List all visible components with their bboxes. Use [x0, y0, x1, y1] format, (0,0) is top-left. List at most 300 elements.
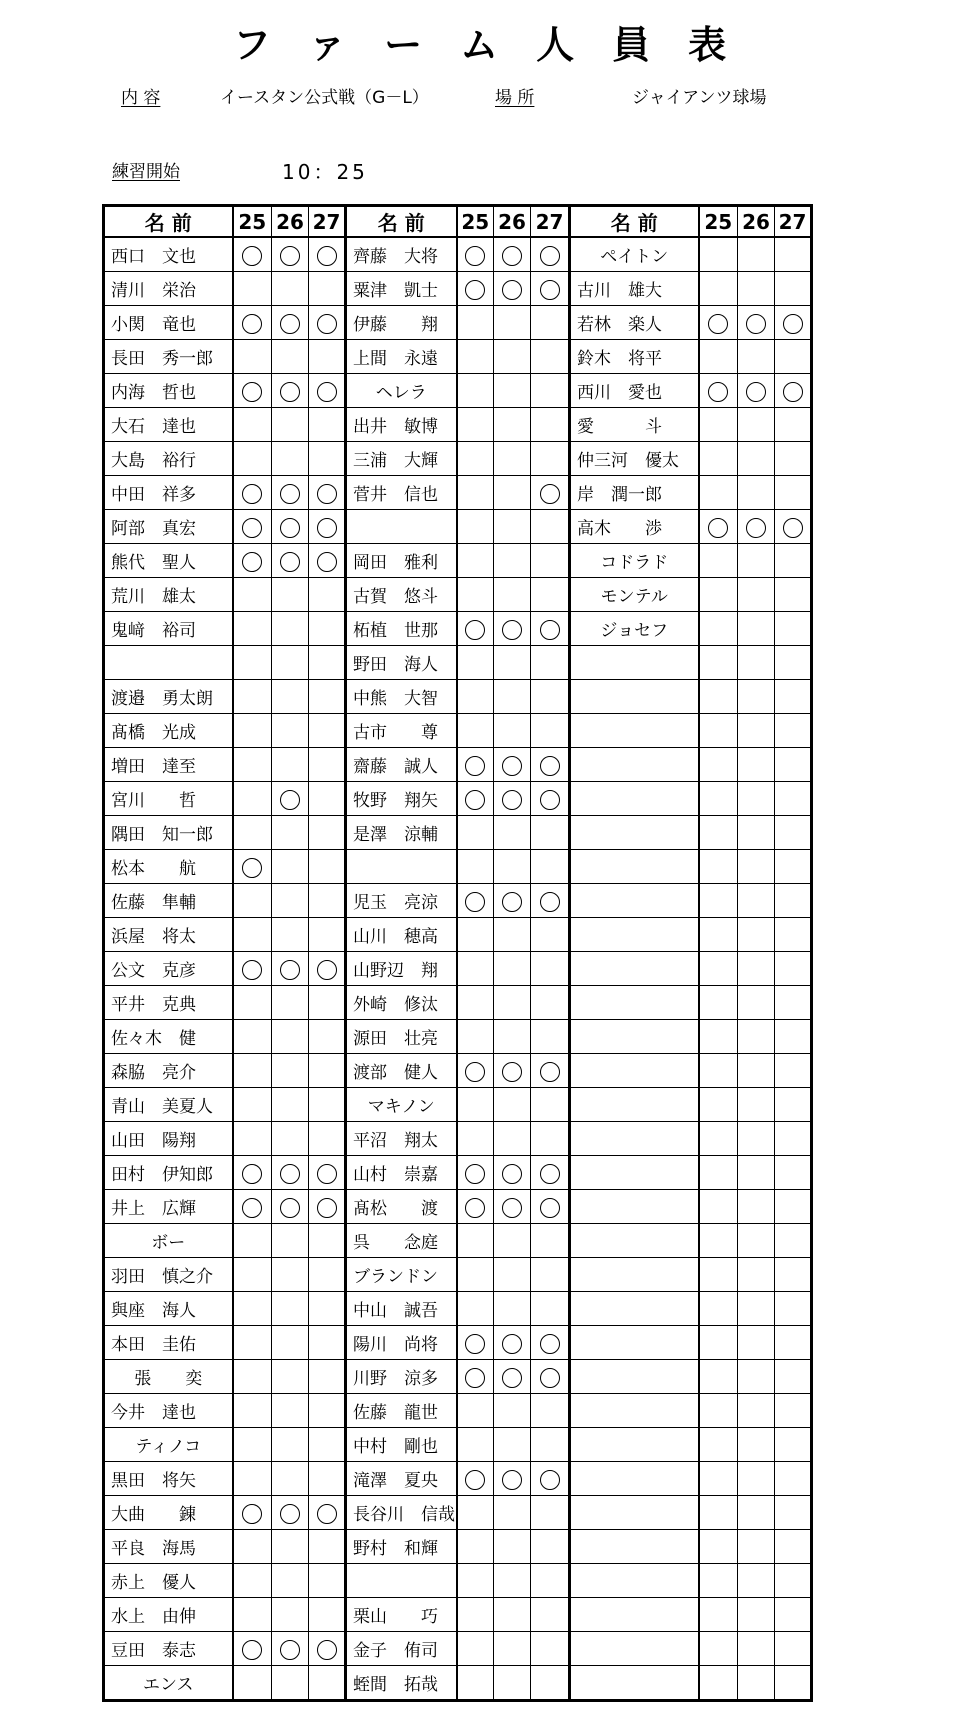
player-name	[104, 646, 233, 680]
attendance-circle-icon	[540, 1164, 560, 1184]
attendance-cell	[775, 1020, 812, 1054]
attendance-cell	[309, 952, 346, 986]
player-name: 平沼 翔太	[346, 1122, 457, 1156]
player-name: 公文 克彦	[104, 952, 233, 986]
player-name: 粟津 凱士	[346, 272, 457, 306]
attendance-cell	[738, 340, 775, 374]
attendance-cell	[233, 952, 272, 986]
attendance-cell	[457, 544, 494, 578]
attendance-circle-icon	[280, 1640, 300, 1660]
attendance-cell	[457, 850, 494, 884]
attendance-cell	[699, 340, 738, 374]
attendance-circle-icon	[540, 1198, 560, 1218]
table-row	[104, 680, 812, 714]
attendance-circle-icon	[746, 314, 766, 334]
attendance-cell	[699, 986, 738, 1020]
table-row	[104, 1598, 812, 1632]
attendance-cell	[494, 612, 531, 646]
attendance-cell	[272, 1564, 309, 1598]
attendance-cell	[272, 306, 309, 340]
attendance-cell	[775, 476, 812, 510]
player-name: 古市 尊	[346, 714, 457, 748]
player-name	[570, 1258, 699, 1292]
player-name: ジョセフ	[570, 612, 699, 646]
player-name: 川野 涼多	[346, 1360, 457, 1394]
day-header: 27	[531, 206, 570, 238]
player-name: 今井 達也	[104, 1394, 233, 1428]
attendance-cell	[309, 1666, 346, 1701]
player-name: 張 奕	[104, 1360, 233, 1394]
attendance-cell	[457, 1632, 494, 1666]
attendance-cell	[699, 646, 738, 680]
attendance-circle-icon	[280, 246, 300, 266]
attendance-circle-icon	[465, 790, 485, 810]
attendance-cell	[775, 578, 812, 612]
day-header: 25	[233, 206, 272, 238]
attendance-cell	[775, 918, 812, 952]
roster-table	[102, 204, 813, 1702]
attendance-circle-icon	[280, 518, 300, 538]
attendance-cell	[457, 578, 494, 612]
attendance-cell	[738, 1020, 775, 1054]
attendance-circle-icon	[708, 314, 728, 334]
attendance-cell	[775, 646, 812, 680]
attendance-cell	[457, 1530, 494, 1564]
attendance-circle-icon	[540, 1334, 560, 1354]
attendance-cell	[309, 306, 346, 340]
attendance-circle-icon	[465, 892, 485, 912]
attendance-circle-icon	[540, 892, 560, 912]
table-row	[104, 578, 812, 612]
attendance-cell	[233, 986, 272, 1020]
attendance-circle-icon	[502, 756, 522, 776]
attendance-cell	[531, 1496, 570, 1530]
player-name: 長谷川 信哉	[346, 1496, 457, 1530]
player-name	[570, 1666, 699, 1701]
player-name: 水上 由伸	[104, 1598, 233, 1632]
attendance-cell	[531, 782, 570, 816]
player-name: 栗山 巧	[346, 1598, 457, 1632]
attendance-cell	[233, 612, 272, 646]
attendance-cell	[738, 1462, 775, 1496]
attendance-cell	[775, 306, 812, 340]
attendance-cell	[233, 408, 272, 442]
player-name: 野村 和輝	[346, 1530, 457, 1564]
attendance-cell	[775, 884, 812, 918]
attendance-circle-icon	[783, 314, 803, 334]
table-row	[104, 1156, 812, 1190]
attendance-cell	[457, 237, 494, 272]
player-name	[570, 1020, 699, 1054]
attendance-cell	[457, 1462, 494, 1496]
attendance-cell	[738, 544, 775, 578]
table-row	[104, 714, 812, 748]
attendance-cell	[738, 1564, 775, 1598]
attendance-cell	[775, 1122, 812, 1156]
attendance-cell	[233, 680, 272, 714]
attendance-circle-icon	[317, 960, 337, 980]
player-name	[570, 1360, 699, 1394]
attendance-cell	[531, 1394, 570, 1428]
attendance-cell	[775, 1530, 812, 1564]
player-name	[570, 1088, 699, 1122]
attendance-cell	[531, 442, 570, 476]
attendance-cell	[309, 1394, 346, 1428]
player-name: 渡部 健人	[346, 1054, 457, 1088]
attendance-cell	[699, 544, 738, 578]
attendance-cell	[699, 374, 738, 408]
player-name: 野田 海人	[346, 646, 457, 680]
attendance-cell	[457, 646, 494, 680]
attendance-cell	[494, 306, 531, 340]
attendance-circle-icon	[502, 620, 522, 640]
attendance-cell	[309, 1088, 346, 1122]
player-name: 大曲 錬	[104, 1496, 233, 1530]
attendance-cell	[738, 1394, 775, 1428]
attendance-cell	[531, 1054, 570, 1088]
table-row	[104, 1292, 812, 1326]
attendance-cell	[233, 1292, 272, 1326]
attendance-cell	[531, 646, 570, 680]
player-name: 山村 崇嘉	[346, 1156, 457, 1190]
practice-start-label: 練習開始	[112, 162, 180, 182]
attendance-cell	[775, 1360, 812, 1394]
attendance-cell	[233, 1054, 272, 1088]
attendance-cell	[309, 442, 346, 476]
attendance-cell	[775, 1190, 812, 1224]
attendance-cell	[699, 952, 738, 986]
attendance-cell	[457, 1190, 494, 1224]
attendance-cell	[233, 374, 272, 408]
attendance-cell	[457, 748, 494, 782]
table-row	[104, 1394, 812, 1428]
attendance-cell	[233, 510, 272, 544]
player-name: 増田 達至	[104, 748, 233, 782]
name-header: 名 前	[346, 206, 457, 238]
player-name	[570, 1122, 699, 1156]
attendance-cell	[531, 714, 570, 748]
attendance-cell	[775, 748, 812, 782]
attendance-cell	[309, 1598, 346, 1632]
attendance-cell	[309, 1462, 346, 1496]
player-name: 阿部 真宏	[104, 510, 233, 544]
player-name: 仲三河 優太	[570, 442, 699, 476]
attendance-cell	[457, 1564, 494, 1598]
attendance-cell	[233, 340, 272, 374]
attendance-cell	[457, 782, 494, 816]
player-name: 中村 剛也	[346, 1428, 457, 1462]
attendance-cell	[233, 1394, 272, 1428]
attendance-cell	[699, 816, 738, 850]
attendance-cell	[272, 782, 309, 816]
attendance-cell	[775, 1258, 812, 1292]
attendance-cell	[309, 748, 346, 782]
player-name: 菅井 信也	[346, 476, 457, 510]
attendance-cell	[233, 850, 272, 884]
attendance-cell	[699, 272, 738, 306]
attendance-circle-icon	[242, 858, 262, 878]
attendance-circle-icon	[280, 1198, 300, 1218]
attendance-cell	[494, 408, 531, 442]
player-name: 滝澤 夏央	[346, 1462, 457, 1496]
attendance-cell	[272, 1224, 309, 1258]
attendance-cell	[457, 986, 494, 1020]
attendance-cell	[699, 714, 738, 748]
attendance-cell	[531, 986, 570, 1020]
attendance-cell	[233, 1598, 272, 1632]
attendance-cell	[494, 237, 531, 272]
attendance-cell	[494, 1258, 531, 1292]
player-name	[570, 782, 699, 816]
player-name	[570, 1632, 699, 1666]
attendance-cell	[272, 1326, 309, 1360]
player-name: 若林 楽人	[570, 306, 699, 340]
player-name: 岡田 雅利	[346, 544, 457, 578]
attendance-cell	[494, 1666, 531, 1701]
player-name: ブランドン	[346, 1258, 457, 1292]
attendance-cell	[531, 306, 570, 340]
table-row	[104, 986, 812, 1020]
content-value: イースタン公式戦（G－L）	[220, 88, 429, 108]
attendance-cell	[457, 340, 494, 374]
player-name: 山田 陽翔	[104, 1122, 233, 1156]
player-name: 小関 竜也	[104, 306, 233, 340]
player-name	[570, 884, 699, 918]
table-row	[104, 782, 812, 816]
attendance-cell	[233, 1088, 272, 1122]
table-row	[104, 1088, 812, 1122]
attendance-circle-icon	[242, 484, 262, 504]
player-name: 出井 敏博	[346, 408, 457, 442]
attendance-cell	[494, 714, 531, 748]
attendance-cell	[457, 1054, 494, 1088]
table-row	[104, 816, 812, 850]
attendance-circle-icon	[708, 382, 728, 402]
attendance-cell	[531, 544, 570, 578]
attendance-cell	[272, 646, 309, 680]
attendance-cell	[494, 1122, 531, 1156]
player-name: 赤上 優人	[104, 1564, 233, 1598]
attendance-cell	[309, 476, 346, 510]
attendance-cell	[272, 1258, 309, 1292]
player-name: 源田 壮亮	[346, 1020, 457, 1054]
attendance-cell	[699, 1088, 738, 1122]
attendance-cell	[494, 1428, 531, 1462]
attendance-cell	[457, 1598, 494, 1632]
attendance-cell	[457, 1224, 494, 1258]
player-name: 大石 達也	[104, 408, 233, 442]
attendance-circle-icon	[317, 1504, 337, 1524]
attendance-cell	[457, 1122, 494, 1156]
player-name: 齋藤 誠人	[346, 748, 457, 782]
attendance-cell	[699, 237, 738, 272]
player-name: コドラド	[570, 544, 699, 578]
attendance-cell	[309, 1360, 346, 1394]
player-name: 平井 克典	[104, 986, 233, 1020]
attendance-cell	[272, 1394, 309, 1428]
player-name: 豆田 泰志	[104, 1632, 233, 1666]
day-header: 27	[309, 206, 346, 238]
attendance-circle-icon	[502, 892, 522, 912]
attendance-cell	[309, 1224, 346, 1258]
attendance-circle-icon	[746, 518, 766, 538]
attendance-cell	[272, 1360, 309, 1394]
table-row	[104, 306, 812, 340]
attendance-circle-icon	[502, 790, 522, 810]
table-row	[104, 1190, 812, 1224]
table-row	[104, 748, 812, 782]
attendance-cell	[699, 1632, 738, 1666]
attendance-cell	[699, 442, 738, 476]
attendance-cell	[494, 680, 531, 714]
attendance-cell	[775, 1496, 812, 1530]
player-name: 渡邉 勇太朗	[104, 680, 233, 714]
player-name: 内海 哲也	[104, 374, 233, 408]
attendance-cell	[457, 680, 494, 714]
attendance-cell	[233, 1224, 272, 1258]
attendance-cell	[309, 850, 346, 884]
attendance-cell	[457, 918, 494, 952]
attendance-cell	[738, 612, 775, 646]
attendance-cell	[531, 850, 570, 884]
attendance-cell	[699, 1190, 738, 1224]
attendance-cell	[531, 1360, 570, 1394]
attendance-cell	[494, 1054, 531, 1088]
attendance-cell	[233, 578, 272, 612]
attendance-cell	[457, 272, 494, 306]
attendance-cell	[775, 714, 812, 748]
player-name: 荒川 雄太	[104, 578, 233, 612]
attendance-cell	[699, 510, 738, 544]
attendance-cell	[738, 1088, 775, 1122]
attendance-cell	[531, 1224, 570, 1258]
player-name	[346, 1564, 457, 1598]
attendance-circle-icon	[708, 518, 728, 538]
attendance-circle-icon	[783, 382, 803, 402]
attendance-cell	[272, 237, 309, 272]
attendance-cell	[494, 986, 531, 1020]
attendance-cell	[775, 1156, 812, 1190]
attendance-cell	[494, 1190, 531, 1224]
attendance-cell	[233, 748, 272, 782]
attendance-circle-icon	[317, 552, 337, 572]
attendance-cell	[272, 612, 309, 646]
player-name	[570, 816, 699, 850]
attendance-cell	[738, 986, 775, 1020]
attendance-cell	[699, 884, 738, 918]
attendance-cell	[494, 1530, 531, 1564]
attendance-circle-icon	[317, 1164, 337, 1184]
attendance-circle-icon	[280, 1164, 300, 1184]
attendance-cell	[272, 918, 309, 952]
attendance-cell	[457, 1326, 494, 1360]
attendance-circle-icon	[783, 518, 803, 538]
attendance-cell	[738, 884, 775, 918]
attendance-circle-icon	[242, 1198, 262, 1218]
attendance-cell	[233, 782, 272, 816]
attendance-cell	[699, 1156, 738, 1190]
attendance-cell	[457, 442, 494, 476]
player-name: 羽田 慎之介	[104, 1258, 233, 1292]
table-row	[104, 1462, 812, 1496]
attendance-cell	[738, 578, 775, 612]
day-header: 27	[775, 206, 812, 238]
attendance-cell	[494, 1598, 531, 1632]
attendance-circle-icon	[242, 1164, 262, 1184]
attendance-circle-icon	[502, 246, 522, 266]
attendance-cell	[494, 1496, 531, 1530]
attendance-cell	[775, 1564, 812, 1598]
player-name: マキノン	[346, 1088, 457, 1122]
table-row	[104, 340, 812, 374]
table-row	[104, 1632, 812, 1666]
attendance-cell	[738, 952, 775, 986]
player-name: 伊藤 翔	[346, 306, 457, 340]
player-name	[570, 1326, 699, 1360]
attendance-cell	[494, 1394, 531, 1428]
attendance-cell	[531, 1258, 570, 1292]
attendance-circle-icon	[242, 1640, 262, 1660]
attendance-cell	[494, 1020, 531, 1054]
attendance-cell	[309, 1564, 346, 1598]
attendance-circle-icon	[242, 960, 262, 980]
attendance-cell	[272, 714, 309, 748]
attendance-cell	[457, 714, 494, 748]
attendance-cell	[738, 1258, 775, 1292]
attendance-cell	[775, 1224, 812, 1258]
attendance-cell	[494, 272, 531, 306]
table-row	[104, 510, 812, 544]
attendance-cell	[457, 1666, 494, 1701]
attendance-cell	[272, 952, 309, 986]
attendance-circle-icon	[540, 1470, 560, 1490]
attendance-cell	[775, 408, 812, 442]
attendance-cell	[309, 1156, 346, 1190]
attendance-cell	[775, 374, 812, 408]
player-name: 愛 斗	[570, 408, 699, 442]
attendance-cell	[457, 1394, 494, 1428]
attendance-cell	[531, 1462, 570, 1496]
attendance-circle-icon	[280, 382, 300, 402]
attendance-cell	[272, 884, 309, 918]
attendance-cell	[531, 1428, 570, 1462]
attendance-cell	[775, 1428, 812, 1462]
attendance-cell	[775, 816, 812, 850]
attendance-cell	[457, 952, 494, 986]
attendance-cell	[738, 1224, 775, 1258]
player-name: 児玉 亮涼	[346, 884, 457, 918]
player-name: 柘植 世那	[346, 612, 457, 646]
attendance-cell	[531, 1156, 570, 1190]
attendance-circle-icon	[317, 246, 337, 266]
attendance-cell	[531, 578, 570, 612]
player-name: 黒田 将矢	[104, 1462, 233, 1496]
attendance-cell	[272, 272, 309, 306]
attendance-cell	[738, 374, 775, 408]
attendance-circle-icon	[317, 314, 337, 334]
attendance-cell	[738, 1156, 775, 1190]
attendance-cell	[233, 1530, 272, 1564]
attendance-cell	[494, 476, 531, 510]
player-name: 井上 広輝	[104, 1190, 233, 1224]
player-name: 中熊 大智	[346, 680, 457, 714]
attendance-cell	[531, 918, 570, 952]
attendance-circle-icon	[280, 484, 300, 504]
attendance-circle-icon	[746, 382, 766, 402]
player-name: 古川 雄大	[570, 272, 699, 306]
attendance-cell	[738, 408, 775, 442]
player-name: 本田 圭佑	[104, 1326, 233, 1360]
